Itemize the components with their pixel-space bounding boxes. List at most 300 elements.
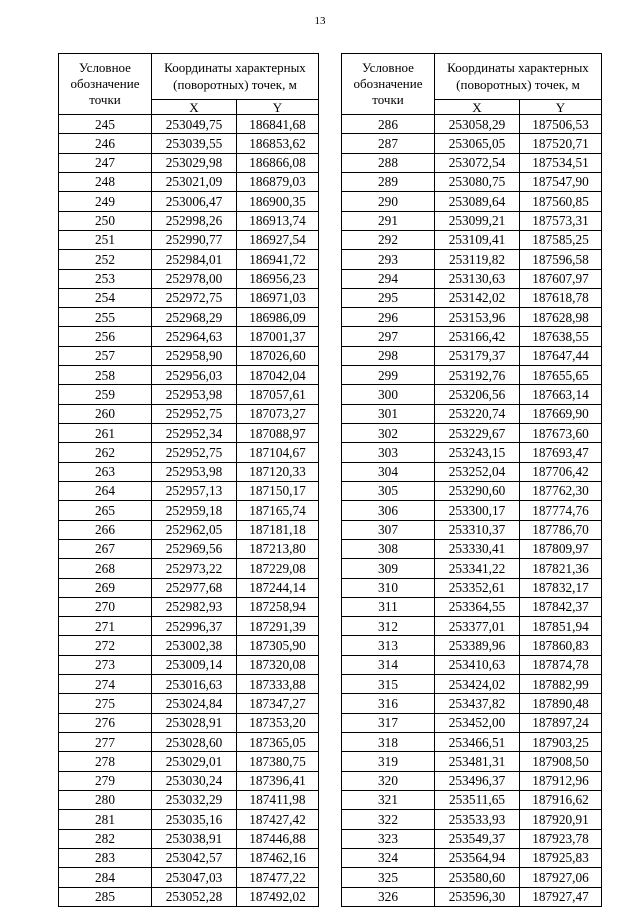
x-coordinate-cell: 253028,60 bbox=[152, 733, 237, 752]
y-coordinate-cell: 187851,94 bbox=[520, 617, 602, 636]
x-coordinate-cell: 252984,01 bbox=[152, 250, 237, 269]
point-number-cell: 307 bbox=[342, 520, 435, 539]
table-row bbox=[342, 617, 602, 636]
point-number-cell: 317 bbox=[342, 713, 435, 732]
y-coordinate-cell: 187927,47 bbox=[520, 887, 602, 906]
y-coordinate-cell: 187560,85 bbox=[520, 192, 602, 211]
y-coordinate-cell: 187547,90 bbox=[520, 172, 602, 191]
table-row bbox=[342, 539, 602, 558]
point-number-cell: 272 bbox=[59, 636, 152, 655]
y-coordinate-cell: 187638,55 bbox=[520, 327, 602, 346]
point-number-cell: 308 bbox=[342, 539, 435, 558]
table-row bbox=[59, 404, 319, 423]
point-number-cell: 282 bbox=[59, 829, 152, 848]
table-row bbox=[59, 346, 319, 365]
point-number-cell: 265 bbox=[59, 501, 152, 520]
y-coordinate-cell: 186900,35 bbox=[237, 192, 319, 211]
y-coordinate-cell: 187411,98 bbox=[237, 790, 319, 809]
table-row bbox=[59, 153, 319, 172]
point-number-cell: 279 bbox=[59, 771, 152, 790]
y-coordinate-cell: 186841,68 bbox=[237, 115, 319, 134]
point-number-cell: 326 bbox=[342, 887, 435, 906]
y-coordinate-cell: 187165,74 bbox=[237, 501, 319, 520]
x-coordinate-cell: 253310,37 bbox=[435, 520, 520, 539]
point-number-cell: 285 bbox=[59, 887, 152, 906]
point-number-cell: 268 bbox=[59, 559, 152, 578]
point-number-cell: 266 bbox=[59, 520, 152, 539]
x-coordinate-cell: 252952,34 bbox=[152, 424, 237, 443]
point-number-cell: 294 bbox=[342, 269, 435, 288]
point-number-cell: 301 bbox=[342, 404, 435, 423]
x-coordinate-cell: 253142,02 bbox=[435, 288, 520, 307]
table-row bbox=[342, 366, 602, 385]
point-number-cell: 303 bbox=[342, 443, 435, 462]
x-coordinate-cell: 253252,04 bbox=[435, 462, 520, 481]
y-coordinate-cell: 187320,08 bbox=[237, 655, 319, 674]
point-number-cell: 260 bbox=[59, 404, 152, 423]
table-row bbox=[342, 694, 602, 713]
y-coordinate-cell: 187120,33 bbox=[237, 462, 319, 481]
point-number-cell: 270 bbox=[59, 597, 152, 616]
table-body-right bbox=[342, 115, 602, 907]
x-coordinate-cell: 253300,17 bbox=[435, 501, 520, 520]
point-number-cell: 281 bbox=[59, 810, 152, 829]
y-coordinate-cell: 187258,94 bbox=[237, 597, 319, 616]
point-number-cell: 314 bbox=[342, 655, 435, 674]
table-row bbox=[59, 694, 319, 713]
x-coordinate-cell: 253377,01 bbox=[435, 617, 520, 636]
table-row bbox=[59, 288, 319, 307]
table-row bbox=[59, 366, 319, 385]
point-number-cell: 263 bbox=[59, 462, 152, 481]
table-row bbox=[59, 501, 319, 520]
table-row bbox=[59, 733, 319, 752]
table-row bbox=[342, 675, 602, 694]
point-number-cell: 286 bbox=[342, 115, 435, 134]
y-coordinate-cell: 187585,25 bbox=[520, 230, 602, 249]
y-coordinate-cell: 187628,98 bbox=[520, 308, 602, 327]
x-coordinate-cell: 253006,47 bbox=[152, 192, 237, 211]
coords-header: Координаты характерных (поворотных) точек, м bbox=[435, 54, 602, 100]
table-row bbox=[59, 462, 319, 481]
point-number-cell: 259 bbox=[59, 385, 152, 404]
y-coordinate-cell: 187762,30 bbox=[520, 481, 602, 500]
y-coordinate-cell: 187244,14 bbox=[237, 578, 319, 597]
table-row bbox=[59, 134, 319, 153]
x-coordinate-cell: 253410,63 bbox=[435, 655, 520, 674]
y-coordinate-cell: 187916,62 bbox=[520, 790, 602, 809]
table-row bbox=[59, 172, 319, 191]
x-coordinate-cell: 252953,98 bbox=[152, 462, 237, 481]
x-coordinate-cell: 252972,75 bbox=[152, 288, 237, 307]
coordinates-table-right bbox=[341, 53, 602, 907]
point-number-cell: 319 bbox=[342, 752, 435, 771]
x-coordinate-cell: 253119,82 bbox=[435, 250, 520, 269]
x-coordinate-cell: 252953,98 bbox=[152, 385, 237, 404]
x-coordinate-cell: 253596,30 bbox=[435, 887, 520, 906]
point-number-cell: 309 bbox=[342, 559, 435, 578]
x-coordinate-cell: 253206,56 bbox=[435, 385, 520, 404]
y-coordinate-cell: 187809,97 bbox=[520, 539, 602, 558]
table-row bbox=[59, 636, 319, 655]
x-coordinate-cell: 252969,56 bbox=[152, 539, 237, 558]
table-row bbox=[59, 481, 319, 500]
y-coordinate-cell: 187874,78 bbox=[520, 655, 602, 674]
y-coordinate-cell: 187462,16 bbox=[237, 848, 319, 867]
x-coordinate-cell: 253179,37 bbox=[435, 346, 520, 365]
table-row bbox=[59, 211, 319, 230]
point-number-cell: 264 bbox=[59, 481, 152, 500]
x-coordinate-cell: 253352,61 bbox=[435, 578, 520, 597]
x-coordinate-cell: 252952,75 bbox=[152, 404, 237, 423]
point-number-cell: 283 bbox=[59, 848, 152, 867]
x-coordinate-cell: 253042,57 bbox=[152, 848, 237, 867]
y-coordinate-cell: 187821,36 bbox=[520, 559, 602, 578]
y-coordinate-cell: 186853,62 bbox=[237, 134, 319, 153]
point-number-cell: 258 bbox=[59, 366, 152, 385]
point-number-cell: 276 bbox=[59, 713, 152, 732]
point-number-cell: 295 bbox=[342, 288, 435, 307]
y-coordinate-cell: 187026,60 bbox=[237, 346, 319, 365]
x-coordinate-cell: 253099,21 bbox=[435, 211, 520, 230]
y-coordinate-cell: 187860,83 bbox=[520, 636, 602, 655]
table-row bbox=[59, 559, 319, 578]
point-number-cell: 254 bbox=[59, 288, 152, 307]
point-number-cell: 284 bbox=[59, 868, 152, 887]
table-row bbox=[342, 250, 602, 269]
table-row bbox=[59, 848, 319, 867]
point-number-cell: 293 bbox=[342, 250, 435, 269]
x-coordinate-cell: 253049,75 bbox=[152, 115, 237, 134]
y-coordinate-cell: 187353,20 bbox=[237, 713, 319, 732]
table-row bbox=[342, 481, 602, 500]
point-number-cell: 277 bbox=[59, 733, 152, 752]
y-coordinate-cell: 186971,03 bbox=[237, 288, 319, 307]
table-row bbox=[59, 230, 319, 249]
point-number-cell: 269 bbox=[59, 578, 152, 597]
point-number-cell: 300 bbox=[342, 385, 435, 404]
y-coordinate-cell: 187181,18 bbox=[237, 520, 319, 539]
x-coordinate-cell: 253047,03 bbox=[152, 868, 237, 887]
x-coordinate-cell: 252982,93 bbox=[152, 597, 237, 616]
y-coordinate-cell: 186866,08 bbox=[237, 153, 319, 172]
table-row bbox=[342, 269, 602, 288]
point-label-header: Условное обозначение точки bbox=[342, 54, 435, 115]
y-coordinate-cell: 187073,27 bbox=[237, 404, 319, 423]
x-coordinate-cell: 253437,82 bbox=[435, 694, 520, 713]
y-coordinate-cell: 187832,17 bbox=[520, 578, 602, 597]
x-coordinate-cell: 252998,26 bbox=[152, 211, 237, 230]
point-number-cell: 305 bbox=[342, 481, 435, 500]
x-coordinate-cell: 252990,77 bbox=[152, 230, 237, 249]
y-coordinate-cell: 187396,41 bbox=[237, 771, 319, 790]
y-coordinate-cell: 187506,53 bbox=[520, 115, 602, 134]
x-coordinate-cell: 253243,15 bbox=[435, 443, 520, 462]
table-row bbox=[342, 327, 602, 346]
point-number-cell: 298 bbox=[342, 346, 435, 365]
x-coordinate-cell: 252959,18 bbox=[152, 501, 237, 520]
point-number-cell: 310 bbox=[342, 578, 435, 597]
table-row bbox=[59, 597, 319, 616]
point-number-cell: 302 bbox=[342, 424, 435, 443]
x-coordinate-cell: 252958,90 bbox=[152, 346, 237, 365]
point-number-cell: 312 bbox=[342, 617, 435, 636]
point-number-cell: 322 bbox=[342, 810, 435, 829]
table-row bbox=[342, 752, 602, 771]
table-row bbox=[342, 424, 602, 443]
y-coordinate-cell: 186879,03 bbox=[237, 172, 319, 191]
y-coordinate-cell: 187520,71 bbox=[520, 134, 602, 153]
x-coordinate-cell: 252968,29 bbox=[152, 308, 237, 327]
table-row bbox=[342, 578, 602, 597]
y-coordinate-cell: 187104,67 bbox=[237, 443, 319, 462]
x-coordinate-cell: 253016,63 bbox=[152, 675, 237, 694]
table-row bbox=[342, 636, 602, 655]
point-number-cell: 288 bbox=[342, 153, 435, 172]
x-coordinate-cell: 253229,67 bbox=[435, 424, 520, 443]
y-coordinate-cell: 187890,48 bbox=[520, 694, 602, 713]
table-row bbox=[342, 597, 602, 616]
point-number-cell: 318 bbox=[342, 733, 435, 752]
x-coordinate-cell: 253089,64 bbox=[435, 192, 520, 211]
table-row bbox=[59, 713, 319, 732]
table-row bbox=[59, 752, 319, 771]
x-coordinate-cell: 253038,91 bbox=[152, 829, 237, 848]
point-number-cell: 262 bbox=[59, 443, 152, 462]
x-coordinate-cell: 253564,94 bbox=[435, 848, 520, 867]
y-coordinate-cell: 187786,70 bbox=[520, 520, 602, 539]
x-coordinate-cell: 253533,93 bbox=[435, 810, 520, 829]
y-coordinate-cell: 187042,04 bbox=[237, 366, 319, 385]
y-coordinate-cell: 187150,17 bbox=[237, 481, 319, 500]
x-coordinate-cell: 253424,02 bbox=[435, 675, 520, 694]
x-coordinate-cell: 253028,91 bbox=[152, 713, 237, 732]
x-coordinate-cell: 253389,96 bbox=[435, 636, 520, 655]
table-row bbox=[342, 713, 602, 732]
y-coordinate-cell: 186956,23 bbox=[237, 269, 319, 288]
x-coordinate-cell: 253039,55 bbox=[152, 134, 237, 153]
table-row bbox=[59, 887, 319, 906]
y-coordinate-cell: 187088,97 bbox=[237, 424, 319, 443]
table-row bbox=[59, 790, 319, 809]
y-coordinate-cell: 187647,44 bbox=[520, 346, 602, 365]
table-row bbox=[342, 115, 602, 134]
y-coordinate-cell: 187920,91 bbox=[520, 810, 602, 829]
table-row bbox=[342, 829, 602, 848]
table-row bbox=[342, 134, 602, 153]
x-coordinate-cell: 253024,84 bbox=[152, 694, 237, 713]
y-coordinate-cell: 187693,47 bbox=[520, 443, 602, 462]
y-header: Y bbox=[237, 100, 319, 115]
point-number-cell: 252 bbox=[59, 250, 152, 269]
point-number-cell: 325 bbox=[342, 868, 435, 887]
table-row bbox=[342, 172, 602, 191]
x-coordinate-cell: 253580,60 bbox=[435, 868, 520, 887]
x-coordinate-cell: 253166,42 bbox=[435, 327, 520, 346]
point-number-cell: 299 bbox=[342, 366, 435, 385]
y-coordinate-cell: 187706,42 bbox=[520, 462, 602, 481]
x-coordinate-cell: 253029,01 bbox=[152, 752, 237, 771]
table-row bbox=[59, 829, 319, 848]
table-row bbox=[59, 424, 319, 443]
x-header: X bbox=[435, 100, 520, 115]
point-number-cell: 313 bbox=[342, 636, 435, 655]
table-row bbox=[342, 848, 602, 867]
x-coordinate-cell: 253030,24 bbox=[152, 771, 237, 790]
x-coordinate-cell: 252978,00 bbox=[152, 269, 237, 288]
y-coordinate-cell: 187057,61 bbox=[237, 385, 319, 404]
x-coordinate-cell: 253002,38 bbox=[152, 636, 237, 655]
x-coordinate-cell: 253072,54 bbox=[435, 153, 520, 172]
table-row bbox=[59, 269, 319, 288]
y-coordinate-cell: 187446,88 bbox=[237, 829, 319, 848]
point-number-cell: 290 bbox=[342, 192, 435, 211]
point-number-cell: 275 bbox=[59, 694, 152, 713]
point-number-cell: 304 bbox=[342, 462, 435, 481]
y-coordinate-cell: 186927,54 bbox=[237, 230, 319, 249]
y-coordinate-cell: 187897,24 bbox=[520, 713, 602, 732]
coordinates-table-left bbox=[58, 53, 319, 907]
x-coordinate-cell: 253466,51 bbox=[435, 733, 520, 752]
table-row bbox=[342, 868, 602, 887]
point-number-cell: 297 bbox=[342, 327, 435, 346]
point-number-cell: 261 bbox=[59, 424, 152, 443]
y-coordinate-cell: 187655,65 bbox=[520, 366, 602, 385]
table-row bbox=[342, 462, 602, 481]
x-coordinate-cell: 252952,75 bbox=[152, 443, 237, 462]
point-number-cell: 251 bbox=[59, 230, 152, 249]
point-number-cell: 255 bbox=[59, 308, 152, 327]
point-number-cell: 248 bbox=[59, 172, 152, 191]
table-row bbox=[342, 733, 602, 752]
table-row bbox=[59, 771, 319, 790]
x-coordinate-cell: 253330,41 bbox=[435, 539, 520, 558]
table-row bbox=[59, 675, 319, 694]
x-coordinate-cell: 252964,63 bbox=[152, 327, 237, 346]
point-number-cell: 246 bbox=[59, 134, 152, 153]
table-row bbox=[342, 346, 602, 365]
table-row bbox=[59, 192, 319, 211]
point-number-cell: 253 bbox=[59, 269, 152, 288]
x-coordinate-cell: 253511,65 bbox=[435, 790, 520, 809]
y-coordinate-cell: 187927,06 bbox=[520, 868, 602, 887]
x-coordinate-cell: 253035,16 bbox=[152, 810, 237, 829]
y-coordinate-cell: 187229,08 bbox=[237, 559, 319, 578]
point-number-cell: 315 bbox=[342, 675, 435, 694]
x-coordinate-cell: 252973,22 bbox=[152, 559, 237, 578]
x-header: X bbox=[152, 100, 237, 115]
y-coordinate-cell: 187492,02 bbox=[237, 887, 319, 906]
point-number-cell: 249 bbox=[59, 192, 152, 211]
x-coordinate-cell: 253009,14 bbox=[152, 655, 237, 674]
x-coordinate-cell: 252996,37 bbox=[152, 617, 237, 636]
point-number-cell: 311 bbox=[342, 597, 435, 616]
y-coordinate-cell: 187663,14 bbox=[520, 385, 602, 404]
table-row bbox=[59, 250, 319, 269]
table-row bbox=[342, 771, 602, 790]
y-coordinate-cell: 187347,27 bbox=[237, 694, 319, 713]
y-coordinate-cell: 187427,42 bbox=[237, 810, 319, 829]
table-row bbox=[342, 443, 602, 462]
table-row bbox=[342, 230, 602, 249]
table-row bbox=[342, 288, 602, 307]
y-coordinate-cell: 187912,96 bbox=[520, 771, 602, 790]
y-coordinate-cell: 187673,60 bbox=[520, 424, 602, 443]
table-row bbox=[59, 655, 319, 674]
table-row bbox=[342, 211, 602, 230]
table-row bbox=[342, 887, 602, 906]
x-coordinate-cell: 253192,76 bbox=[435, 366, 520, 385]
table-row bbox=[342, 501, 602, 520]
x-coordinate-cell: 253029,98 bbox=[152, 153, 237, 172]
point-number-cell: 323 bbox=[342, 829, 435, 848]
table-row bbox=[59, 308, 319, 327]
point-number-cell: 324 bbox=[342, 848, 435, 867]
y-coordinate-cell: 186913,74 bbox=[237, 211, 319, 230]
y-coordinate-cell: 187001,37 bbox=[237, 327, 319, 346]
x-coordinate-cell: 252956,03 bbox=[152, 366, 237, 385]
x-coordinate-cell: 253341,22 bbox=[435, 559, 520, 578]
y-coordinate-cell: 187607,97 bbox=[520, 269, 602, 288]
table-row bbox=[59, 868, 319, 887]
point-number-cell: 267 bbox=[59, 539, 152, 558]
table-row bbox=[59, 810, 319, 829]
point-number-cell: 271 bbox=[59, 617, 152, 636]
table-row bbox=[342, 810, 602, 829]
point-number-cell: 291 bbox=[342, 211, 435, 230]
table-row bbox=[59, 520, 319, 539]
y-coordinate-cell: 186941,72 bbox=[237, 250, 319, 269]
point-number-cell: 274 bbox=[59, 675, 152, 694]
point-number-cell: 316 bbox=[342, 694, 435, 713]
y-coordinate-cell: 187618,78 bbox=[520, 288, 602, 307]
point-number-cell: 250 bbox=[59, 211, 152, 230]
x-coordinate-cell: 253496,37 bbox=[435, 771, 520, 790]
y-coordinate-cell: 187774,76 bbox=[520, 501, 602, 520]
x-coordinate-cell: 253220,74 bbox=[435, 404, 520, 423]
coords-header: Координаты характерных (поворотных) точек, м bbox=[152, 54, 319, 100]
x-coordinate-cell: 253452,00 bbox=[435, 713, 520, 732]
y-coordinate-cell: 187882,99 bbox=[520, 675, 602, 694]
table-row bbox=[59, 327, 319, 346]
table-row bbox=[59, 443, 319, 462]
y-coordinate-cell: 187305,90 bbox=[237, 636, 319, 655]
x-coordinate-cell: 252962,05 bbox=[152, 520, 237, 539]
x-coordinate-cell: 253052,28 bbox=[152, 887, 237, 906]
x-coordinate-cell: 253153,96 bbox=[435, 308, 520, 327]
x-coordinate-cell: 253290,60 bbox=[435, 481, 520, 500]
table-row bbox=[59, 385, 319, 404]
point-label-header: Условное обозначение точки bbox=[59, 54, 152, 115]
table-row bbox=[342, 655, 602, 674]
y-coordinate-cell: 187908,50 bbox=[520, 752, 602, 771]
point-number-cell: 278 bbox=[59, 752, 152, 771]
point-number-cell: 320 bbox=[342, 771, 435, 790]
y-coordinate-cell: 187842,37 bbox=[520, 597, 602, 616]
x-coordinate-cell: 253549,37 bbox=[435, 829, 520, 848]
table-row bbox=[342, 790, 602, 809]
y-coordinate-cell: 187573,31 bbox=[520, 211, 602, 230]
x-coordinate-cell: 253065,05 bbox=[435, 134, 520, 153]
x-coordinate-cell: 252957,13 bbox=[152, 481, 237, 500]
table-row bbox=[342, 559, 602, 578]
y-coordinate-cell: 187365,05 bbox=[237, 733, 319, 752]
x-coordinate-cell: 253021,09 bbox=[152, 172, 237, 191]
y-coordinate-cell: 187477,22 bbox=[237, 868, 319, 887]
point-number-cell: 245 bbox=[59, 115, 152, 134]
x-coordinate-cell: 253481,31 bbox=[435, 752, 520, 771]
table-row bbox=[59, 539, 319, 558]
